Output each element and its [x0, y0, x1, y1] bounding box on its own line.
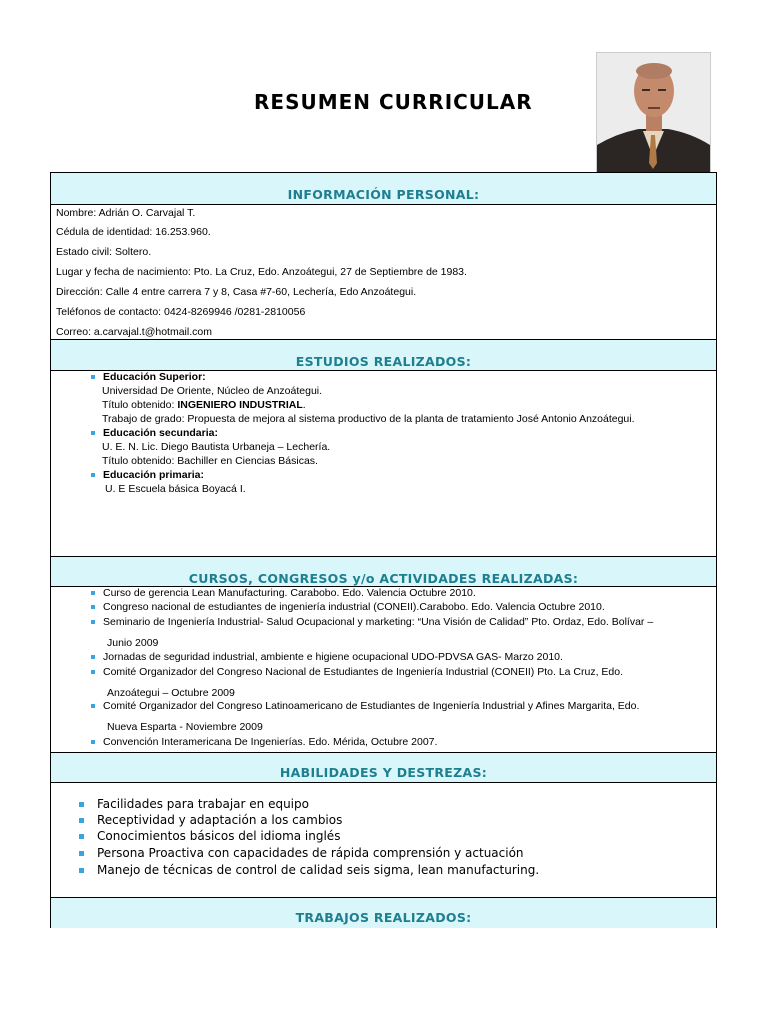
- courses-header: CURSOS, CONGRESOS y/o ACTIVIDADES REALIZADAS:: [51, 556, 716, 587]
- studies-primary-school: U. E Escuela básica Boyacá I.: [105, 483, 246, 495]
- jobs-header: TRABAJOS REALIZADOS:: [51, 897, 716, 928]
- studies-secondary-label: Educación secundaria:: [103, 427, 218, 439]
- bullet-icon: [91, 591, 95, 595]
- studies-title-prefix: Título obtenido:: [102, 399, 178, 411]
- bullet-icon: [91, 620, 95, 624]
- studies-secondary-title: Título obtenido: Bachiller en Ciencias Básicas.: [102, 455, 318, 467]
- bullet-icon: [91, 473, 95, 477]
- course-text: Curso de gerencia Lean Manufacturing. Carabobo. Edo. Valencia Octubre 2010.: [103, 587, 476, 599]
- personal-address: Dirección: Calle 4 entre carrera 7 y 8, Casa #7-60, Lechería, Edo Anzoátegui.: [56, 286, 417, 298]
- skill-text: Conocimientos básicos del idioma inglés: [97, 829, 341, 843]
- studies-superior-title: [102, 399, 306, 411]
- list-item: [91, 736, 437, 748]
- studies-superior-thesis: Trabajo de grado: Propuesta de mejora al sistema productivo de la planta de tratamiento José Antonio Anzoátegui.: [102, 413, 635, 425]
- skill-text: Facilidades para trabajar en equipo: [97, 797, 309, 811]
- course-text-continuation: Nueva Esparta - Noviembre 2009: [107, 721, 263, 733]
- studies-header: ESTUDIOS REALIZADOS:: [51, 339, 716, 371]
- list-item: [91, 651, 563, 663]
- bullet-icon: [91, 605, 95, 609]
- personal-info-header: INFORMACIÓN PERSONAL:: [51, 173, 716, 205]
- personal-id: Cédula de identidad: 16.253.960.: [56, 226, 211, 238]
- skills-section: [51, 783, 716, 897]
- courses-section: [51, 587, 716, 751]
- bullet-icon: [91, 704, 95, 708]
- studies-superior-label: Educación Superior:: [103, 371, 206, 383]
- cv-sheet: [50, 172, 717, 928]
- personal-email: Correo: a.carvajal.t@hotmail.com: [56, 326, 212, 338]
- personal-phones: Teléfonos de contacto: 0424-8269946 /0281-2810056: [56, 306, 306, 318]
- list-item: [91, 427, 218, 439]
- course-text-continuation: Anzoátegui – Octubre 2009: [107, 687, 235, 699]
- personal-civil-status: Estado civil: Soltero.: [56, 246, 152, 258]
- bullet-icon: [91, 375, 95, 379]
- course-text: Comité Organizador del Congreso Nacional de Estudiantes de Ingeniería Industrial (CONEII) Pto. La Cruz, Edo.: [103, 666, 624, 678]
- course-text-continuation: Junio 2009: [107, 637, 159, 649]
- bullet-icon: [79, 868, 84, 873]
- bullet-icon: [79, 851, 84, 856]
- studies-secondary-school: U. E. N. Lic. Diego Bautista Urbaneja – Lechería.: [102, 441, 331, 453]
- list-item: [91, 666, 623, 678]
- list-item: [91, 601, 605, 613]
- bullet-icon: [91, 655, 95, 659]
- studies-title-value: INGENIERO INDUSTRIAL: [177, 399, 303, 411]
- bullet-icon: [91, 740, 95, 744]
- list-item: [91, 469, 204, 481]
- course-text: Convención Interamericana De Ingenierías. Edo. Mérida, Octubre 2007.: [103, 736, 438, 748]
- personal-birth: Lugar y fecha de nacimiento: Pto. La Cruz, Edo. Anzoátegui, 27 de Septiembre de 1983.: [56, 266, 467, 278]
- list-item: [79, 863, 539, 877]
- list-item: [79, 813, 342, 827]
- list-item: [79, 829, 340, 843]
- skill-text: Receptividad y adaptación a los cambios: [97, 813, 343, 827]
- skill-text: Manejo de técnicas de control de calidad seis sigma, lean manufacturing.: [97, 863, 540, 877]
- studies-title-suffix: .: [302, 399, 306, 411]
- list-item: [91, 616, 653, 628]
- studies-superior-university: Universidad De Oriente, Núcleo de Anzoátegui.: [102, 385, 323, 397]
- personal-info-section: [51, 205, 716, 340]
- bullet-icon: [91, 431, 95, 435]
- course-text: Jornadas de seguridad industrial, ambiente e higiene ocupacional UDO-PDVSA GAS- Marzo 2010.: [103, 651, 563, 663]
- course-text: Congreso nacional de estudiantes de ingeniería industrial (CONEII).Carabobo. Edo. Valencia Octubre 2010.: [103, 601, 605, 613]
- bullet-icon: [91, 670, 95, 674]
- course-text: Comité Organizador del Congreso Latinoamericano de Estudiantes de Ingeniería Industrial y Afines Margarita, Edo.: [103, 700, 640, 712]
- page-title: RESUMEN CURRICULAR: [254, 90, 533, 114]
- skill-text: Persona Proactiva con capacidades de rápida comprensión y actuación: [97, 846, 524, 860]
- bullet-icon: [79, 834, 84, 839]
- bullet-icon: [79, 802, 84, 807]
- skills-header: HABILIDADES Y DESTREZAS:: [51, 752, 716, 783]
- list-item: [79, 797, 309, 811]
- studies-section: [51, 371, 716, 556]
- list-item: [79, 846, 524, 860]
- personal-name: Nombre: Adrián O. Carvajal T.: [56, 207, 196, 219]
- bullet-icon: [79, 818, 84, 823]
- list-item: [91, 700, 639, 712]
- studies-primary-label: Educación primaria:: [103, 469, 204, 481]
- course-text: Seminario de Ingeniería Industrial- Salud Ocupacional y marketing: “Una Visión de Calidad” Pto. Ordaz, Edo. Bolívar –: [103, 616, 654, 628]
- list-item: [91, 371, 206, 383]
- profile-photo: [596, 52, 711, 173]
- list-item: [91, 587, 476, 599]
